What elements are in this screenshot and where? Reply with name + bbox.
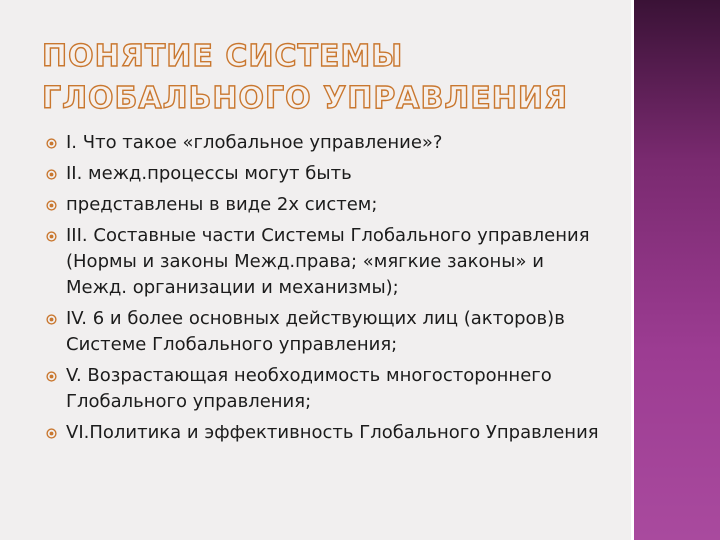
- bullet-text: II. межд.процессы могут быть: [66, 163, 352, 184]
- list-item: [46, 130, 606, 156]
- side-decor-bar: [634, 0, 720, 540]
- circle-dot-icon: [46, 200, 57, 211]
- bullet-text: I. Что такое «глобальное управление»?: [66, 132, 443, 153]
- list-item: [46, 306, 606, 358]
- circle-dot-icon: [46, 169, 57, 180]
- bullet-text: IV. 6 и более основных действующих лиц (акторов)в Системе Глобального управления;: [66, 308, 565, 355]
- circle-dot-icon: [46, 231, 57, 242]
- title-line-1: ПОНЯТИЕ СИСТЕМЫ: [42, 39, 404, 74]
- list-item: [46, 420, 606, 446]
- bullet-list: [46, 130, 606, 451]
- list-item: [46, 223, 606, 301]
- circle-dot-icon: [46, 314, 57, 325]
- bullet-text: III. Составные части Системы Глобального управления (Нормы и законы Межд.права; «мягкие законы» и Межд. организации и механизмы);: [66, 225, 590, 298]
- bullet-text: VI.Политика и эффективность Глобального Управления: [66, 422, 599, 443]
- circle-dot-icon: [46, 371, 57, 382]
- circle-dot-icon: [46, 428, 57, 439]
- bullet-text: V. Возрастающая необходимость многостороннего Глобального управления;: [66, 365, 552, 412]
- slide-title: [42, 36, 602, 120]
- list-item: [46, 363, 606, 415]
- bullet-text: представлены в виде 2х систем;: [66, 194, 378, 215]
- list-item: [46, 161, 606, 187]
- title-line-2: ГЛОБАЛЬНОГО УПРАВЛЕНИЯ: [42, 81, 569, 116]
- list-item: [46, 192, 606, 218]
- circle-dot-icon: [46, 138, 57, 149]
